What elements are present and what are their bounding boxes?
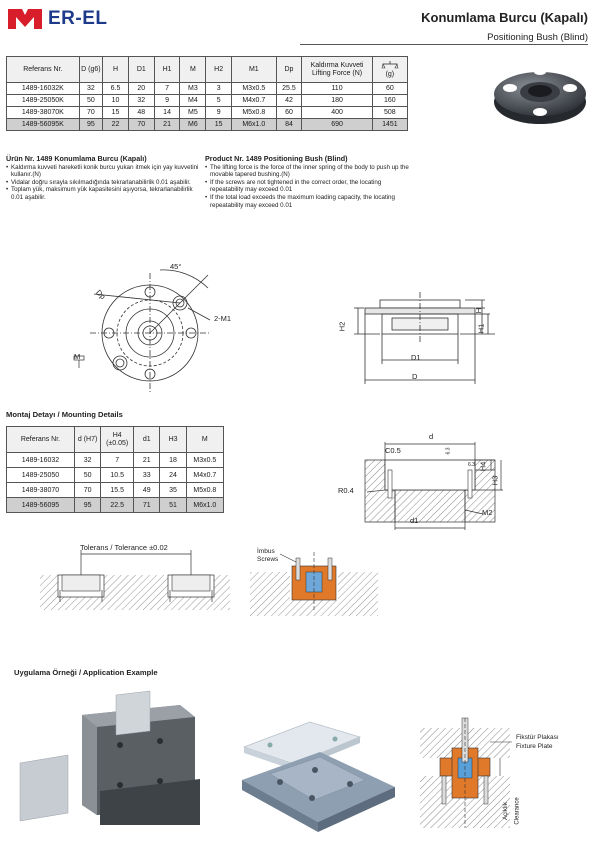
fixture-plate-en: Fixture Plate [516, 743, 553, 750]
header-divider [300, 44, 588, 45]
application-image-3 [420, 718, 510, 828]
h1-label: H1 [476, 323, 486, 334]
list-item: • Toplam yük, maksimum yük kapasitesini aşıyorsa, tekrarlanabilirlik 0.01 aşabilir. [6, 186, 202, 201]
cell: 84 [276, 119, 302, 131]
list-item: • The lifting force is the force of the inner spring of the body to push up the movable tapered bushing.(N) [205, 164, 410, 179]
cell: 21 [154, 119, 180, 131]
col-h: H [103, 57, 129, 83]
list-item: • Kaldırma kuvveti hareketli konik burcu yukarı itmek için yay kuvvetini kullanır.(N) [6, 164, 202, 179]
cell: 33 [134, 468, 160, 483]
page-title-tr: Konumlama Burcu (Kapalı) [421, 10, 588, 25]
col-d1: d1 [134, 427, 160, 453]
cell: M5x0.8 [232, 107, 277, 119]
m2-label: M2 [482, 508, 493, 517]
cell: 508 [372, 107, 407, 119]
col-ref: Referans Nr. [7, 427, 75, 453]
application-title: Uygulama Örneği / Application Example [14, 668, 158, 677]
cell: 50 [74, 468, 100, 483]
cell: 6.5 [103, 83, 129, 95]
cell: 1489-38070 [7, 483, 75, 498]
cell: 1489-16032K [7, 83, 80, 95]
screws-drawing [250, 552, 378, 616]
d1-label: D1 [411, 353, 421, 362]
cell: 25.5 [276, 83, 302, 95]
col-h4: H4 (±0.05) [101, 427, 134, 453]
brand-name: ER-EL [48, 8, 108, 29]
roughness2-label: 6.3 [468, 462, 475, 468]
cell: 15 [206, 119, 232, 131]
cell: 24 [160, 468, 186, 483]
fixture-plate-tr: Fikstür Plakası [516, 734, 559, 741]
notes-en-heading: Product Nr. 1489 Positioning Bush (Blind) [205, 154, 348, 163]
roughness-label: 6.3 [445, 447, 452, 455]
cell: 9 [206, 107, 232, 119]
col-weight [372, 57, 407, 83]
cell: M6 [180, 119, 206, 131]
scale-icon [382, 61, 398, 71]
col-m: M [180, 57, 206, 83]
top-view-drawing [60, 258, 260, 388]
cell: 10.5 [101, 468, 134, 483]
weight-unit: (g) [385, 70, 395, 78]
angle-label: 45° [170, 262, 182, 271]
cell: 48 [128, 107, 154, 119]
h2-label: H2 [337, 321, 347, 332]
cell: 22.5 [101, 498, 134, 513]
cell: M4x0.7 [232, 95, 277, 107]
cell: 70 [74, 483, 100, 498]
cell: 50 [79, 95, 102, 107]
col-m1: M1 [232, 57, 277, 83]
cell: 400 [302, 107, 372, 119]
cell: 3 [206, 83, 232, 95]
col-d: D (g6) [79, 57, 102, 83]
cell: 70 [128, 119, 154, 131]
table-row [7, 95, 408, 107]
cell: 20 [128, 83, 154, 95]
cell: M3 [180, 83, 206, 95]
cell: 1489-25050 [7, 468, 75, 483]
cell: 5 [206, 95, 232, 107]
cell: 7 [154, 83, 180, 95]
col-d1: D1 [128, 57, 154, 83]
cell: 60 [372, 83, 407, 95]
clearance-tr: Açıklık [502, 802, 509, 820]
h4-label: H4 [478, 461, 488, 472]
h3-label: H3 [490, 475, 500, 486]
cell: 95 [79, 119, 102, 131]
notes-tr [6, 155, 202, 202]
cell: 10 [103, 95, 129, 107]
logo-mark-icon [8, 9, 42, 29]
col-h2: H2 [206, 57, 232, 83]
cell: 42 [276, 95, 302, 107]
product-photo [490, 58, 590, 128]
cell: 180 [302, 95, 372, 107]
cell: 49 [134, 483, 160, 498]
cell: 1489-16032 [7, 453, 75, 468]
col-d: d (H7) [74, 427, 100, 453]
table-row [7, 453, 224, 468]
cell: M4 [180, 95, 206, 107]
cell: 32 [74, 453, 100, 468]
cell: 18 [160, 453, 186, 468]
list-item: • If the screws are not tightened in the correct order, the locating repeatability may exceed 0.01 [205, 179, 410, 194]
col-lifting-force: Kaldırma Kuvveti Lifting Force (N) [302, 57, 372, 83]
list-item: • If the total load exceeds the maximum loading capacity, the locating repeatability may exceed 0.01 [205, 194, 410, 209]
c05-label: C0.5 [385, 446, 401, 455]
m-label: M [74, 352, 81, 361]
cell: 14 [154, 107, 180, 119]
mounting-title: Montaj Detayı / Mounting Details [6, 410, 123, 419]
table-row [7, 483, 224, 498]
cell: 690 [302, 119, 372, 131]
cell: 32 [79, 83, 102, 95]
mount-d1-label: d1 [410, 516, 419, 525]
cell: M4x0.7 [186, 468, 223, 483]
table-row [7, 498, 224, 513]
cell: 1451 [372, 119, 407, 131]
application-image-2 [240, 712, 400, 837]
spec-table [6, 56, 408, 131]
notes-en [205, 155, 410, 209]
cell: 51 [160, 498, 186, 513]
cell: M6x1.0 [232, 119, 277, 131]
cell: 22 [103, 119, 129, 131]
application-image-1 [20, 695, 200, 825]
col-ref: Referans Nr. [7, 57, 80, 83]
col-dp: Dp [276, 57, 302, 83]
cell: M3x0.5 [232, 83, 277, 95]
cell: 15.5 [101, 483, 134, 498]
list-item: • Vidalar doğru sırayla sıkılmadığında tekrarlanabilirlik 0.01 aşabilir. [6, 179, 202, 187]
mounting-table [6, 426, 224, 513]
col-h1: H1 [154, 57, 180, 83]
col-h3: H3 [160, 427, 186, 453]
cell: 9 [154, 95, 180, 107]
cell: 95 [74, 498, 100, 513]
cell: 32 [128, 95, 154, 107]
cell: 21 [134, 453, 160, 468]
table-row [7, 107, 408, 119]
mount-d-label: d [429, 432, 434, 441]
col-m: M [186, 427, 223, 453]
cell: 1489-56095 [7, 498, 75, 513]
brand-logo [8, 8, 108, 30]
table-row [7, 468, 224, 483]
cell: M3x0.5 [186, 453, 223, 468]
cell: 71 [134, 498, 160, 513]
dp-label: Dp [94, 287, 108, 302]
m1-label: 2-M1 [214, 314, 232, 323]
d-label: D [412, 372, 418, 381]
screws-label: İmbus Screws [257, 548, 279, 563]
cell: 35 [160, 483, 186, 498]
cell: M6x1.0 [186, 498, 223, 513]
cell: 110 [302, 83, 372, 95]
cell: 1489-25050K [7, 95, 80, 107]
table-row [7, 119, 408, 131]
cell: 160 [372, 95, 407, 107]
cell: 70 [79, 107, 102, 119]
page-title-en: Positioning Bush (Blind) [487, 32, 588, 43]
cell: 1489-56095K [7, 119, 80, 131]
cell: 60 [276, 107, 302, 119]
table-row [7, 83, 408, 95]
cell: 15 [103, 107, 129, 119]
cell: M5x0.8 [186, 483, 223, 498]
r04-label: R0.4 [338, 486, 354, 495]
notes-tr-heading: Ürün Nr. 1489 Konumlama Burcu (Kapalı) [6, 154, 147, 163]
tolerance-drawing [40, 550, 230, 610]
tolerance-label: Tolerans / Tolerance ±0.02 [80, 543, 168, 552]
h-label: H [474, 307, 484, 314]
cell: M5 [180, 107, 206, 119]
clearance-en: Clearance [514, 797, 521, 825]
cell: 1489-38070K [7, 107, 80, 119]
cell: 7 [101, 453, 134, 468]
